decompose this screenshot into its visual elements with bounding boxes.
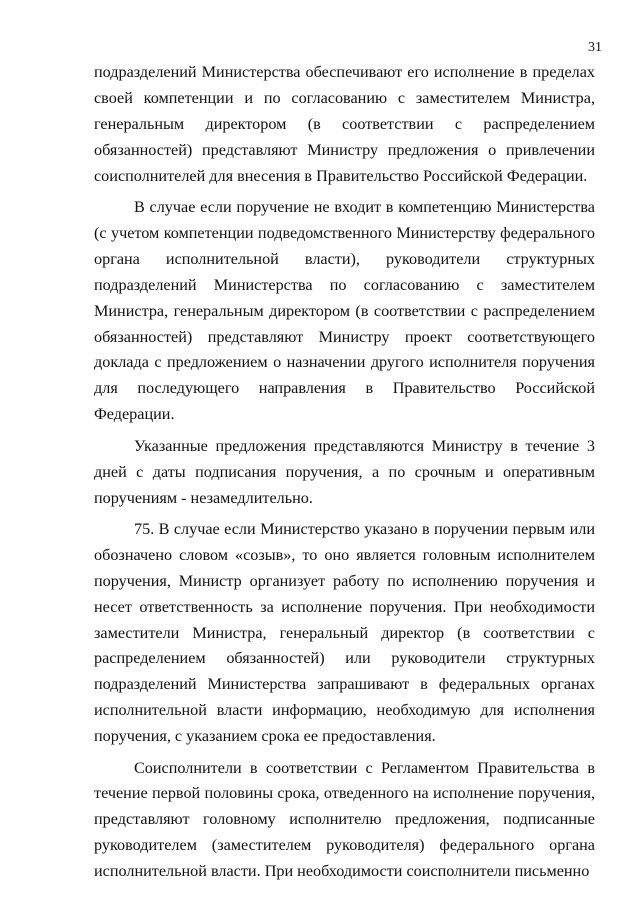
paragraph-deadline: Указанные предложения представляются Министру в течение 3 дней с даты подписания поручения, а по срочным и оперативным поручениям - незамедлительно. (94, 436, 595, 507)
paragraph-competence: В случае если поручение не входит в компетенцию Министерства (с учетом компетенции подведомственного Министерству федерального органа исполнительной власти), руководители структурных подразделений Министерства по согласованию с заместителем Министра, генеральным директором (в соответствии с распределением обязанностей) представляют Министру проект соответствующего доклада с предложением о назначении другого исполнителя поручения для последующего направления в Правительство Российской Федерации. (94, 198, 595, 424)
paragraph-coexecutors: Соисполнители в соответствии с Регламентом Правительства в течение первой половины срока, отведенного на исполнение поручения, представляют головному исполнителю предложения, подписанные руководителем (заместителем руководителя) федерального органа исполнительной власти. При необходимости соисполнители письменно (94, 758, 595, 881)
body-text (94, 60, 595, 891)
page-number: 31 (588, 40, 602, 55)
paragraph-item-75: 75. В случае если Министерство указано в поручении первым или обозначено словом «созыв», то оно является головным исполнителем поручения, Министр организует работу по исполнению поручения и несет ответственность за исполнение поручения. При необходимости заместители Министра, генеральный директор (в соответствии с распределением обязанностей) или руководители структурных подразделений Министерства запрашивают в федеральных органах исполнительной власти информацию, необходимую для исполнения поручения, с указанием срока ее предоставления. (94, 519, 595, 746)
paragraph-continuation: подразделений Министерства обеспечивают его исполнение в пределах своей компетенции и по согласованию с заместителем Министра, генеральным директором (в соответствии с распределением обязанностей) представляют Министру предложения о привлечении соисполнителей для внесения в Правительство Российской Федерации. (94, 63, 595, 185)
